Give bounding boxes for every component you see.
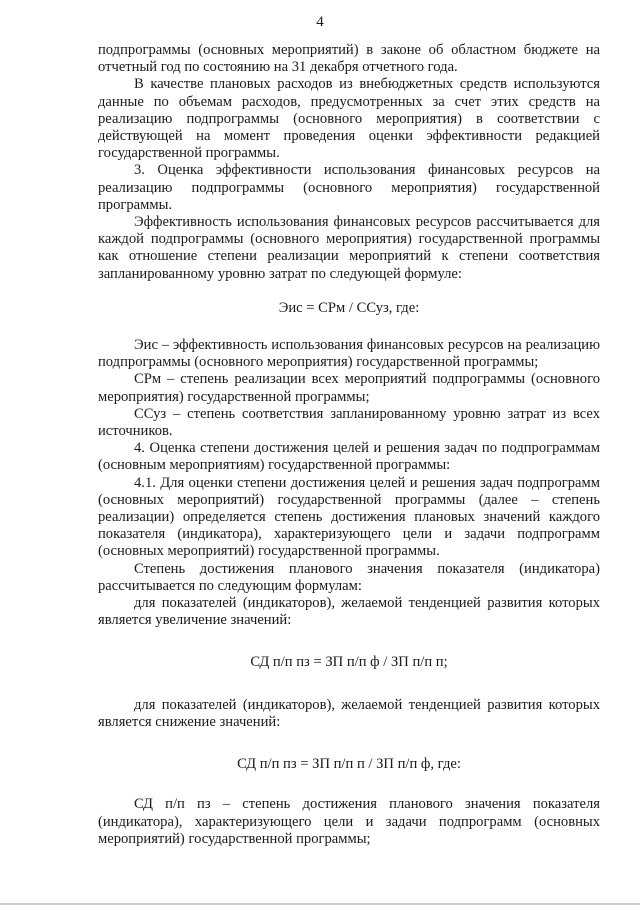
paragraph-increase-trend: для показателей (индикаторов), желаемой тенденцией развития которых является увеличение значений: xyxy=(98,595,600,629)
definition-sd: СД п/п пз – степень достижения планового значения показателя (индикатора), характеризующего цели и задачи подпрограмм (основных мероприятий) государственной программы; xyxy=(98,796,600,847)
definition-ssuz: ССуз – степень соответствия запланированному уровню затрат из всех источников. xyxy=(98,405,600,440)
paragraph-formulas-intro: Степень достижения планового значения показателя (индикатора) рассчитывается по следующим формулам: xyxy=(98,560,600,594)
formula-decrease: СД п/п пз = ЗП п/п п / ЗП п/п ф, где: xyxy=(237,756,461,773)
paragraph-efficiency-definition: Эффективность использования финансовых ресурсов рассчитывается для каждой подпрограммы (основного мероприятия) государственной программы как отношение степени реализации мероприятий к степени соответствия запланированному уровню затрат по следующей формуле: xyxy=(98,214,600,282)
page-number: 4 xyxy=(316,14,324,30)
formula-efficiency: Эис = СРм / ССуз, где: xyxy=(278,299,420,316)
paragraph-planned-expenses: В качестве плановых расходов из внебюджетных средств используются данные по объемам расходов, предусмотренных за счет этих средств на реализацию подпрограммы (основного мероприятия) в соответствии с действующей на момент проведения оценки эффективности редакцией государственной программы. xyxy=(98,76,600,162)
section-heading-4: 4. Оценка степени достижения целей и решения задач по подпрограммам (основным мероприятиям) государственной программы: xyxy=(98,440,600,474)
document-body xyxy=(98,42,600,848)
paragraph-decrease-trend: для показателей (индикаторов), желаемой тенденцией развития которых является снижение значений: xyxy=(98,696,600,730)
formula-increase: СД п/п пз = ЗП п/п ф / ЗП п/п п; xyxy=(250,653,448,670)
paragraph-budget-law: подпрограммы (основных мероприятий) в законе об областном бюджете на отчетный год по состоянию на 31 декабря отчетного года. xyxy=(98,42,600,76)
section-heading-3: 3. Оценка эффективности использования финансовых ресурсов на реализацию подпрограммы (основного мероприятия) государственной программы. xyxy=(98,162,600,213)
definition-eis: Эис – эффективность использования финансовых ресурсов на реализацию подпрограммы (основного мероприятия) государственной программы; xyxy=(98,337,600,371)
definition-srm: СРм – степень реализации всех мероприятий подпрограммы (основного мероприятия) государственной программы; xyxy=(98,371,600,405)
subsection-4-1: 4.1. Для оценки степени достижения целей и решения задач подпрограмм (основных мероприятий) государственной программы (далее – степень реализации) определяется степень достижения плановых значений каждого показателя (индикатора), характеризующего цели и задачи подпрограмм (основных мероприятий) государственной программы. xyxy=(98,474,600,560)
